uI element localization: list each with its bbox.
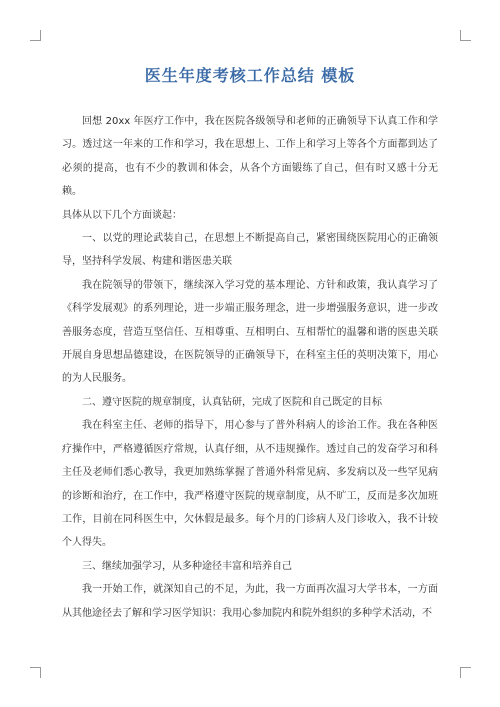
crop-mark-bottom-right [460,667,471,678]
section-heading-2: 二、遵守医院的规章制度，认真钻研，完成了医院和自己既定的目标 [82,396,382,408]
crop-mark-bottom-left [30,667,41,678]
crop-mark-top-left [30,30,41,41]
paragraph-section-2: 我在科室主任、老师的指导下，用心参与了普外科病人的诊治工作。我在各种医疗操作中，严格遵循医疗常规，认真仔细，从不违规操作。透过自己的发奋学习和科主任及老师们悉心教导，我更加熟练掌握了普通外科常见病、多发病以及一些罕见病的诊断和治疗，在工作中，我严格遵守医院的规章制度，从不旷工，反而是多次加班工作，目前在同科医生中，欠休假是最多。每个月的门诊病人及门诊收入，我不计较个人得失。 [62,420,438,549]
paragraph-section-3: 我一开始工作，就深知自己的不足，为此，我一方面再次温习大学书本，一方面从其他途径去了解和学习医学知识：我用心参加院内和院外组织的多种学术活动，不 [62,584,438,619]
paragraph-section-1: 我在院领导的带领下，继续深入学习党的基本理论、方针和政策，我认真学习了《科学发展观》的系列理论，进一步端正服务理念，进一步增强服务意识，进一步改善服务态度，营造互坚信任、互相尊重、互相明白、互相帮忙的温馨和谐的医患关联开展自身思想品德建设，在医院领导的正确领导下，在科室主任的英明决策下，用心的为人民服务。 [62,279,438,385]
crop-mark-top-right [460,30,471,41]
document-title: 医生年度考核工作总结 模板 [144,66,356,85]
document-body [62,110,438,625]
paragraph-lead-in: 具体从以下几个方面谈起： [62,209,182,221]
section-heading-3: 三、继续加强学习，从多种途径丰富和培养自己 [82,560,292,572]
paragraph-intro: 回想 20xx 年医疗工作中，我在医院各级领导和老师的正确领导下认真工作和学习。透过这一年来的工作和学习，我在思想上、工作上和学习上等各个方面都到达了必须的提高，也有不少的教训和体会，从各个方面锻练了自己，但有时又感十分无赖。 [62,116,438,198]
section-heading-1: 一、以党的理论武装自己，在思想上不断提高自己，紧密围绕医院用心的正确领导，坚持科学发展、构建和谐医患关联 [62,233,438,268]
